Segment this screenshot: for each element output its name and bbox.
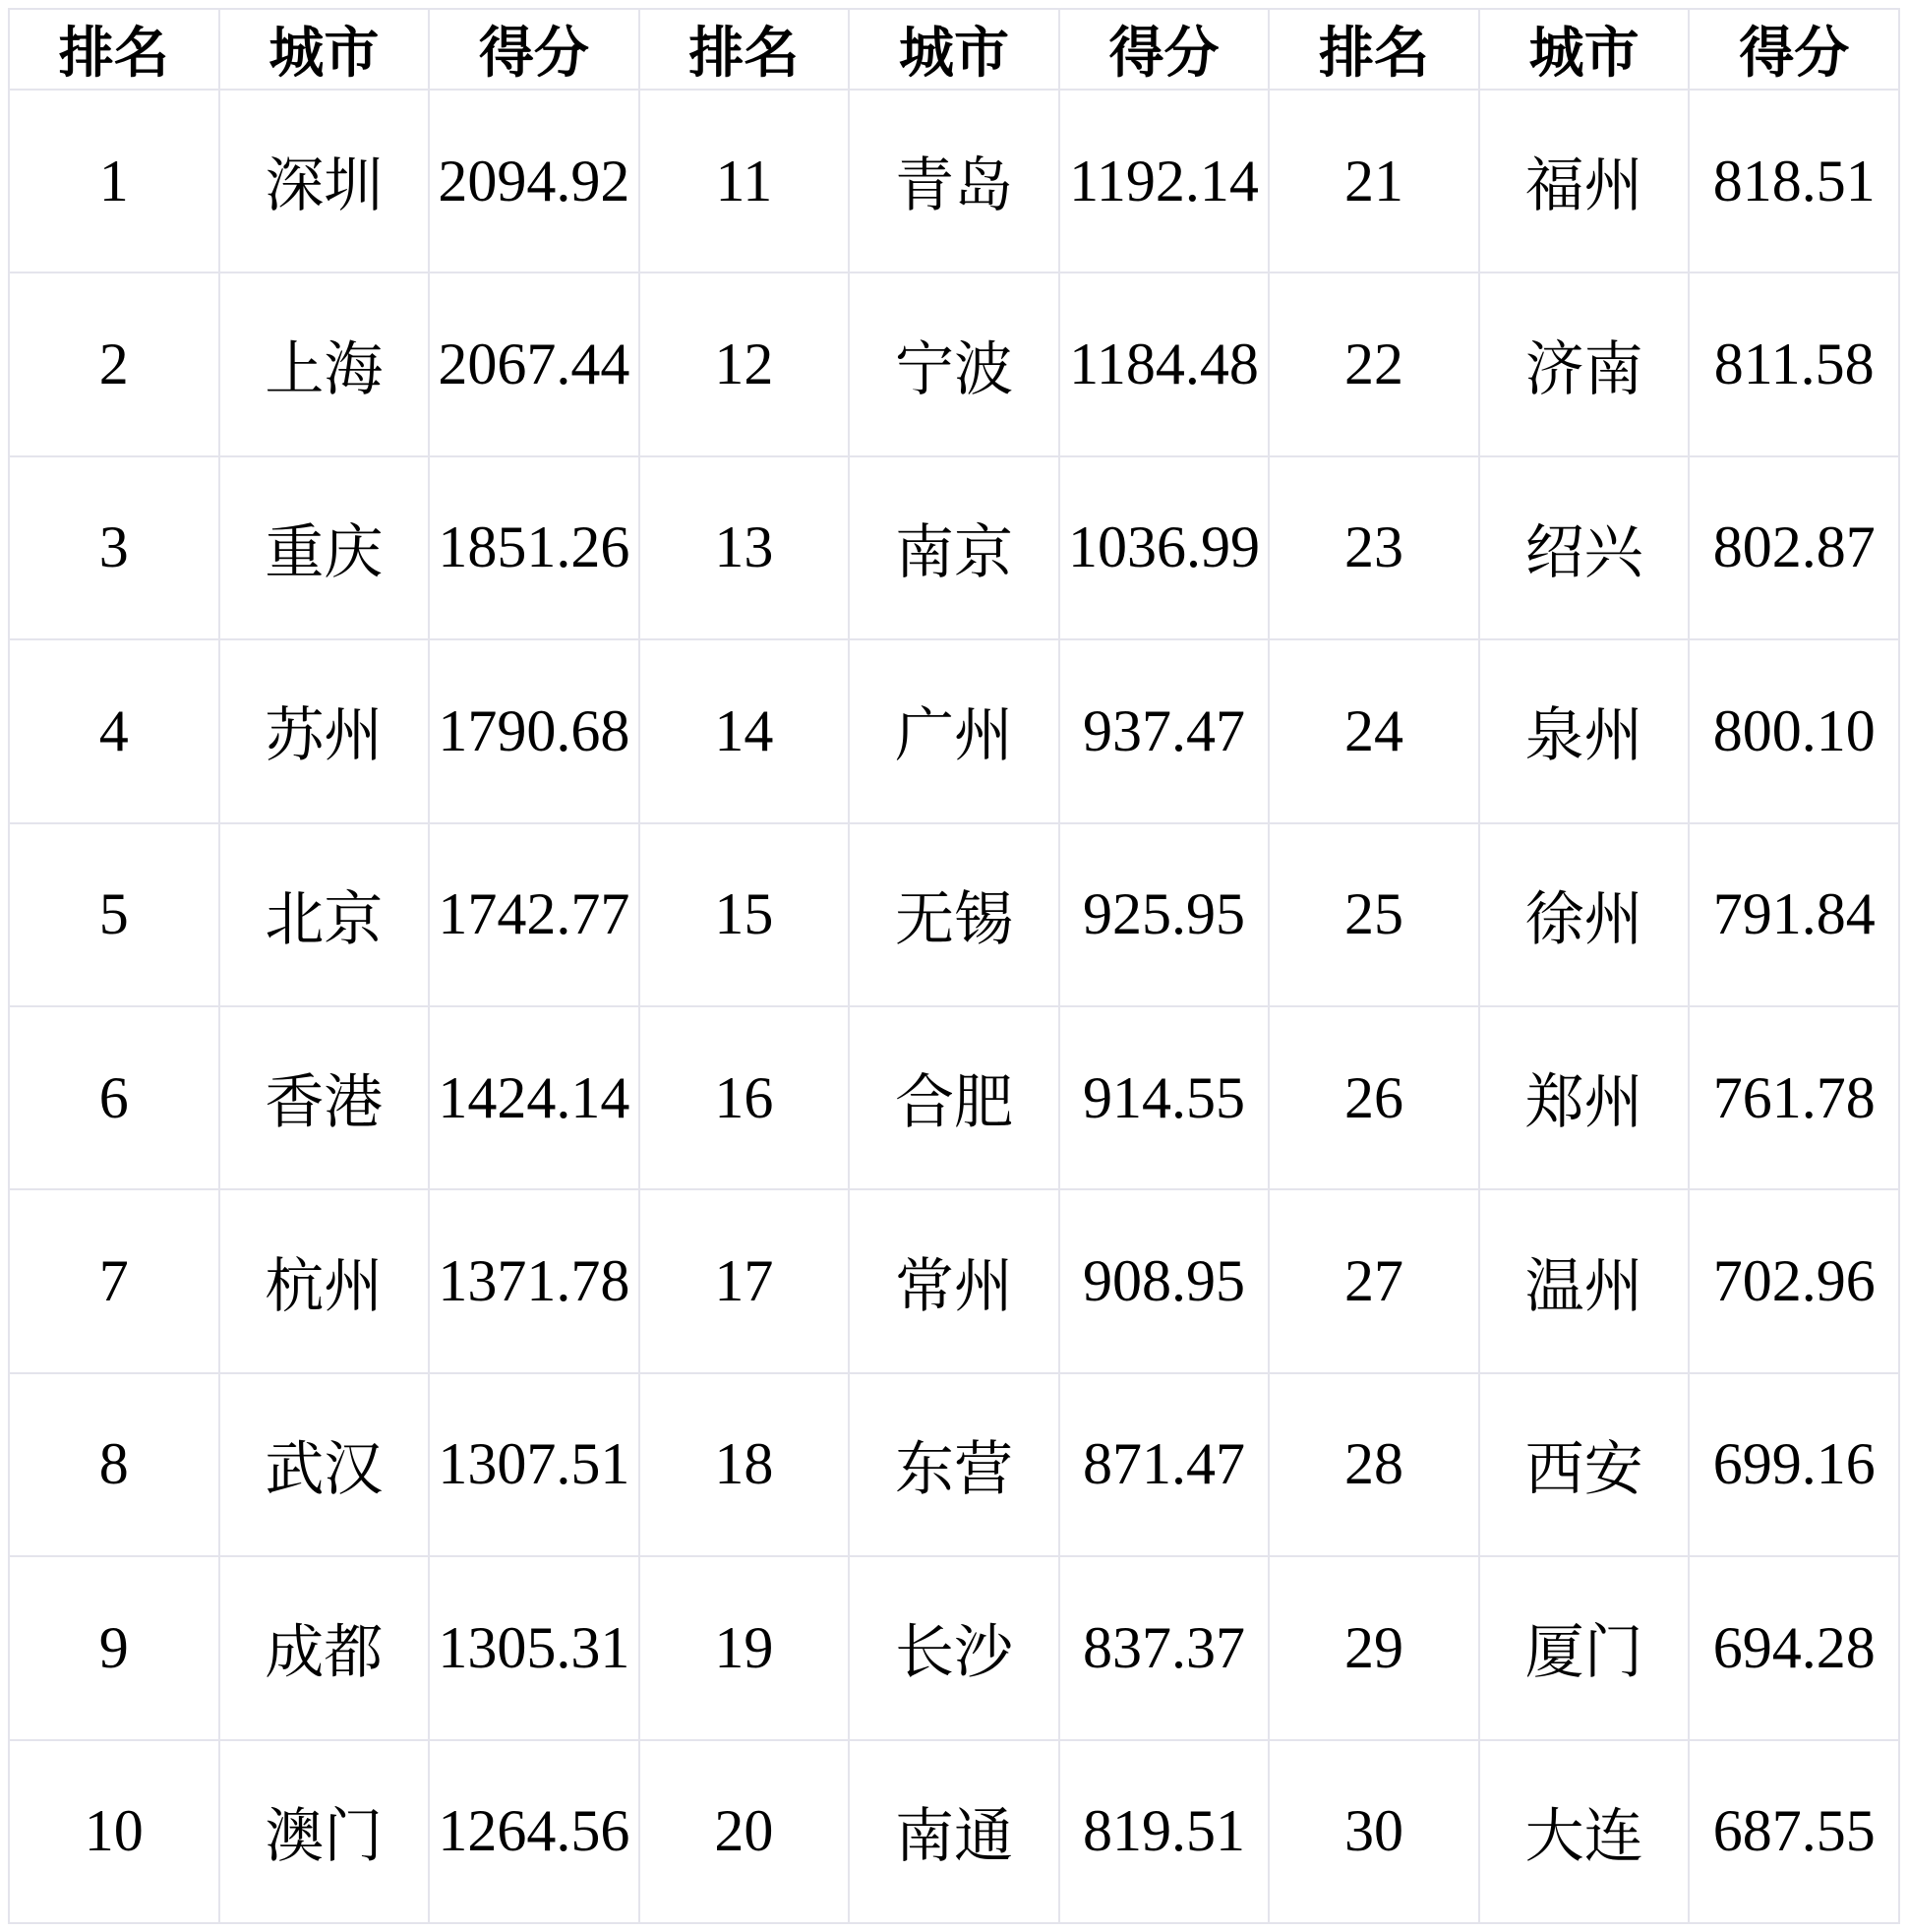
- rank-cell: 8: [9, 1373, 219, 1556]
- score-cell: 800.10: [1689, 639, 1899, 822]
- city-cell: 重庆: [219, 456, 430, 639]
- city-cell: 西安: [1479, 1373, 1690, 1556]
- rank-cell: 27: [1269, 1189, 1479, 1372]
- score-cell: 702.96: [1689, 1189, 1899, 1372]
- city-cell: 杭州: [219, 1189, 430, 1372]
- table-header: [9, 9, 1899, 90]
- score-cell: 2067.44: [429, 272, 639, 455]
- rank-cell: 10: [9, 1740, 219, 1923]
- rank-cell: 25: [1269, 823, 1479, 1006]
- header-rank-group2: 排名: [639, 9, 850, 90]
- rank-cell: 22: [1269, 272, 1479, 455]
- table-row: [9, 456, 1899, 639]
- city-cell: 大连: [1479, 1740, 1690, 1923]
- city-cell: 广州: [849, 639, 1059, 822]
- header-city-group2: 城市: [849, 9, 1059, 90]
- city-cell: 济南: [1479, 272, 1690, 455]
- table-row: [9, 90, 1899, 272]
- score-cell: 837.37: [1059, 1556, 1270, 1739]
- city-cell: 合肥: [849, 1006, 1059, 1189]
- rank-cell: 30: [1269, 1740, 1479, 1923]
- city-cell: 南京: [849, 456, 1059, 639]
- city-cell: 常州: [849, 1189, 1059, 1372]
- score-cell: 1424.14: [429, 1006, 639, 1189]
- rank-cell: 24: [1269, 639, 1479, 822]
- rank-cell: 13: [639, 456, 850, 639]
- score-cell: 699.16: [1689, 1373, 1899, 1556]
- city-cell: 郑州: [1479, 1006, 1690, 1189]
- rank-cell: 18: [639, 1373, 850, 1556]
- rank-cell: 2: [9, 272, 219, 455]
- city-cell: 绍兴: [1479, 456, 1690, 639]
- table-row: [9, 1740, 1899, 1923]
- score-cell: 1851.26: [429, 456, 639, 639]
- rank-cell: 5: [9, 823, 219, 1006]
- city-cell: 长沙: [849, 1556, 1059, 1739]
- score-cell: 694.28: [1689, 1556, 1899, 1739]
- city-cell: 成都: [219, 1556, 430, 1739]
- city-cell: 徐州: [1479, 823, 1690, 1006]
- rank-cell: 3: [9, 456, 219, 639]
- city-cell: 厦门: [1479, 1556, 1690, 1739]
- score-cell: 819.51: [1059, 1740, 1270, 1923]
- city-cell: 南通: [849, 1740, 1059, 1923]
- table-body: [9, 90, 1899, 1923]
- city-cell: 宁波: [849, 272, 1059, 455]
- city-cell: 东营: [849, 1373, 1059, 1556]
- score-cell: 1307.51: [429, 1373, 639, 1556]
- table-row: [9, 272, 1899, 455]
- rank-cell: 29: [1269, 1556, 1479, 1739]
- score-cell: 1184.48: [1059, 272, 1270, 455]
- table-row: [9, 823, 1899, 1006]
- table-row: [9, 1556, 1899, 1739]
- city-cell: 泉州: [1479, 639, 1690, 822]
- score-cell: 818.51: [1689, 90, 1899, 272]
- score-cell: 687.55: [1689, 1740, 1899, 1923]
- score-cell: 1305.31: [429, 1556, 639, 1739]
- rank-cell: 4: [9, 639, 219, 822]
- score-cell: 811.58: [1689, 272, 1899, 455]
- rank-cell: 7: [9, 1189, 219, 1372]
- city-cell: 青岛: [849, 90, 1059, 272]
- city-cell: 上海: [219, 272, 430, 455]
- rank-cell: 15: [639, 823, 850, 1006]
- table-row: [9, 639, 1899, 822]
- rank-cell: 19: [639, 1556, 850, 1739]
- score-cell: 925.95: [1059, 823, 1270, 1006]
- score-cell: 914.55: [1059, 1006, 1270, 1189]
- score-cell: 1742.77: [429, 823, 639, 1006]
- rank-cell: 12: [639, 272, 850, 455]
- score-cell: 1036.99: [1059, 456, 1270, 639]
- city-cell: 武汉: [219, 1373, 430, 1556]
- table-row: [9, 1373, 1899, 1556]
- city-cell: 深圳: [219, 90, 430, 272]
- score-cell: 1790.68: [429, 639, 639, 822]
- score-cell: 1264.56: [429, 1740, 639, 1923]
- score-cell: 791.84: [1689, 823, 1899, 1006]
- city-cell: 苏州: [219, 639, 430, 822]
- score-cell: 1371.78: [429, 1189, 639, 1372]
- city-cell: 澳门: [219, 1740, 430, 1923]
- rank-cell: 1: [9, 90, 219, 272]
- score-cell: 908.95: [1059, 1189, 1270, 1372]
- score-cell: 1192.14: [1059, 90, 1270, 272]
- rank-cell: 28: [1269, 1373, 1479, 1556]
- city-ranking-table: [8, 8, 1900, 1924]
- table-row: [9, 1189, 1899, 1372]
- rank-cell: 23: [1269, 456, 1479, 639]
- header-city-group1: 城市: [219, 9, 430, 90]
- city-cell: 香港: [219, 1006, 430, 1189]
- score-cell: 761.78: [1689, 1006, 1899, 1189]
- header-rank-group1: 排名: [9, 9, 219, 90]
- table-row: [9, 1006, 1899, 1189]
- city-cell: 北京: [219, 823, 430, 1006]
- rank-cell: 16: [639, 1006, 850, 1189]
- rank-cell: 14: [639, 639, 850, 822]
- rank-cell: 9: [9, 1556, 219, 1739]
- rank-cell: 20: [639, 1740, 850, 1923]
- score-cell: 937.47: [1059, 639, 1270, 822]
- score-cell: 2094.92: [429, 90, 639, 272]
- header-row: [9, 9, 1899, 90]
- score-cell: 871.47: [1059, 1373, 1270, 1556]
- city-cell: 无锡: [849, 823, 1059, 1006]
- rank-cell: 6: [9, 1006, 219, 1189]
- header-rank-group3: 排名: [1269, 9, 1479, 90]
- rank-cell: 21: [1269, 90, 1479, 272]
- city-cell: 温州: [1479, 1189, 1690, 1372]
- header-score-group3: 得分: [1689, 9, 1899, 90]
- rank-cell: 26: [1269, 1006, 1479, 1189]
- header-score-group1: 得分: [429, 9, 639, 90]
- rank-cell: 17: [639, 1189, 850, 1372]
- score-cell: 802.87: [1689, 456, 1899, 639]
- header-score-group2: 得分: [1059, 9, 1270, 90]
- city-cell: 福州: [1479, 90, 1690, 272]
- header-city-group3: 城市: [1479, 9, 1690, 90]
- rank-cell: 11: [639, 90, 850, 272]
